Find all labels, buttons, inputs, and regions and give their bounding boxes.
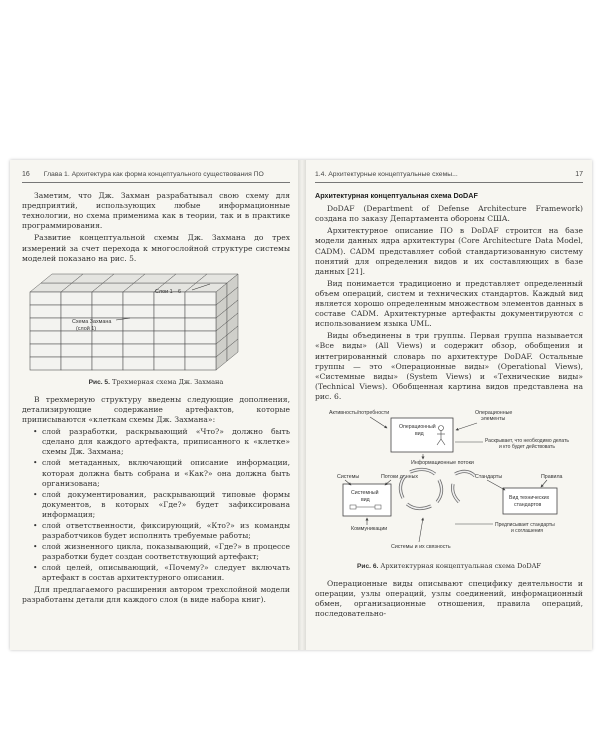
fig5-block — [30, 318, 61, 331]
fig6-standards: Стандарты — [475, 473, 503, 480]
book-spread — [10, 160, 592, 650]
paragraph: Архитектурное описание ПО в DoDAF строится на базе модели данных ядра архитектуры (Core Architecture Data Model, CADM). CADM представляет собой стандартизованную систему понятий для определения видов и их составляющих в базе данных [21]. — [315, 226, 583, 276]
left-running-head: Глава 1. Архитектура как форма концептуального существования ПО — [43, 171, 264, 178]
fig5-block — [185, 357, 216, 370]
paragraph: DoDAF (Department of Defense Architecture Framework) создана по заказу Департамента обороны США. — [315, 204, 583, 224]
paragraph: Развитие концептуальной схемы Дж. Захмана до трех измерений за счет перехода к многослойной структуре системы моделей показано на рис. 5. — [22, 233, 290, 263]
bullet-item: • слой целей, описывающий, «Почему?» следует включать артефакт в состав архитектурного описания. — [22, 563, 290, 583]
fig6-rules-arrow — [541, 480, 547, 487]
right-page — [315, 170, 583, 621]
figure5-caption — [22, 377, 290, 388]
bullet-item: • слой разработки, раскрывающий «Что?» должно быть сделано для каждого артефакта, приписанного к «клетке» схемы Дж. Захмана; — [22, 427, 290, 457]
fig6-reveals-1: Раскрывает, что необходимо делать — [485, 437, 569, 444]
fig5-block — [154, 318, 185, 331]
fig5-block — [154, 331, 185, 344]
bullet-item: • слой ответственности, фиксирующий, «Кто?» из команды разработчиков будет исполнять требуемые работы; — [22, 521, 290, 541]
fig5-block — [92, 292, 123, 305]
fig6-links-arrow — [419, 518, 423, 542]
figure5-caption-text: Трехмерная схема Дж. Захмана — [109, 377, 224, 386]
fig6-prescribes-1: Предписывает стандарты — [495, 521, 555, 528]
paragraph: Для предлагаемого расширения автором трехслойной модели разработаны детали для каждого слоя (в виде набора книг). — [22, 584, 290, 604]
fig5-block — [61, 357, 92, 370]
fig6-systems-links: Системы и их связность — [391, 543, 451, 550]
fig5-block — [30, 305, 61, 318]
figure6-caption-num: Рис. 6. — [357, 562, 379, 570]
bullet-item: • слой жизненного цикла, показывающий, «Где?» в процессе разработки будет создан соответствующий артефакт; — [22, 542, 290, 562]
fig5-block — [154, 305, 185, 318]
fig6-operational-view-1: Операционный — [399, 423, 436, 430]
paragraph: Вид понимается традиционно и представляет определенный объем операций, систем и технических стандартов. Каждый вид является хорошо определенным множеством элементов данных в составе CADM. Архитектурные артефакты документируются с использованием языка UML. — [315, 278, 583, 329]
paragraph: Виды объединены в три группы. Первая группа называется «Все виды» (All Views) и содержит обзор, обобщения и интегрированный словарь по архитектуре DoDAF. Остальные группы — это «Операционные виды» (Operational Views), «Системные виды» (System Views) и «Технические виды» (Technical Views). Обобщенная картина видов представлена на рис. 6. — [315, 331, 583, 401]
figure5-scheme-label-2: (слой 1) — [76, 325, 96, 332]
fig5-block — [185, 331, 216, 344]
paragraph: Операционные виды описывают специфику деятельности и операции, узлы операций, узлы соединений, информационный обмен, организационные отношения, правила операций, последовательно- — [315, 579, 583, 619]
fig6-data-flows: Потоки данных — [381, 473, 419, 480]
section-title: Архитектурная концептуальная схема DoDAF — [315, 191, 478, 201]
fig5-block — [123, 344, 154, 357]
fig6-activity-needs: Активность/потребности — [329, 409, 390, 416]
fig6-activity-arrow — [370, 417, 387, 428]
figure6-caption-text: Архитектурная концептуальная схема DoDAF — [378, 561, 541, 570]
figure5-caption-num: Рис. 5. — [88, 378, 110, 386]
fig5-block — [123, 318, 154, 331]
fig6-prescribes-2: и соглашения — [511, 527, 543, 534]
right-running-head: 1.4. Архитектурные концептуальные схемы... — [315, 171, 458, 178]
fig5-block — [61, 292, 92, 305]
fig6-operational-elements-2: элементы — [481, 415, 506, 422]
fig5-block — [123, 292, 154, 305]
fig6-elements-arrow — [456, 423, 477, 430]
fig5-block — [185, 292, 216, 305]
left-running-header — [22, 170, 290, 183]
fig5-block — [123, 357, 154, 370]
bullet-item: • слой документирования, раскрывающий типовые формы документов, в которых «Где?» будет зафиксирована информация; — [22, 490, 290, 520]
fig6-tech-view-2: стандартов — [514, 501, 542, 508]
figure5-scheme-label-1: Схема Захмана — [72, 318, 112, 325]
fig5-block — [185, 305, 216, 318]
fig5-block — [92, 305, 123, 318]
paragraph: В трехмерную структуру введены следующие дополнения, детализирующие содержание артефактов, которые приписываются «клеткам схемы Дж. Захмана»: — [22, 394, 290, 425]
fig6-system-view-2: вид — [361, 496, 370, 503]
fig5-block — [30, 331, 61, 344]
fig5-block — [154, 344, 185, 357]
fig6-info-flows: Информационные потоки — [411, 459, 474, 466]
fig5-block — [123, 305, 154, 318]
right-running-header — [315, 170, 583, 183]
fig6-operational-elements-1: Операционные — [475, 409, 513, 416]
fig6-communications: Коммуникации — [351, 525, 388, 532]
fig6-reveals-2: и кто будет действовать — [499, 443, 555, 450]
fig5-block — [61, 331, 92, 344]
fig5-block — [30, 357, 61, 370]
left-page — [22, 170, 290, 607]
fig5-block — [30, 292, 61, 305]
figure-5-zachman-3d — [22, 266, 290, 374]
book-gutter — [298, 160, 306, 650]
bullet-item: • слой метаданных, включающий описание информации, которая должна быть собрана и «Как?» она должна быть организована; — [22, 458, 290, 488]
paragraph: Заметим, что Дж. Захман разрабатывал свою схему для предприятий, использующих любые информационные технологии, но схема применима как в теории, так и в практике программирования. — [22, 191, 290, 231]
fig5-block — [92, 331, 123, 344]
figure6-caption — [315, 561, 583, 572]
fig5-block — [123, 331, 154, 344]
fig6-tech-view-box — [503, 488, 557, 514]
fig5-block — [154, 357, 185, 370]
figure5-layers-label: Слои 1—6 — [155, 288, 181, 295]
fig5-block — [61, 344, 92, 357]
fig6-standards-arrow — [487, 480, 505, 490]
right-page-number: 17 — [575, 171, 583, 178]
left-page-number: 16 — [22, 171, 30, 178]
fig6-operational-view-2: вид — [415, 430, 424, 437]
fig5-block — [185, 318, 216, 331]
fig5-block — [30, 344, 61, 357]
figure-5-block-grid — [30, 274, 238, 370]
fig5-block — [92, 357, 123, 370]
fig6-tech-view-1: Вид технических — [509, 494, 550, 501]
fig5-block — [185, 344, 216, 357]
figure-6-dodaf — [315, 406, 583, 558]
fig6-systems: Системы — [337, 473, 360, 480]
fig6-rules: Правила — [541, 473, 563, 480]
fig5-block — [92, 344, 123, 357]
fig5-block — [61, 305, 92, 318]
fig6-system-view-1: Системный — [351, 489, 379, 496]
